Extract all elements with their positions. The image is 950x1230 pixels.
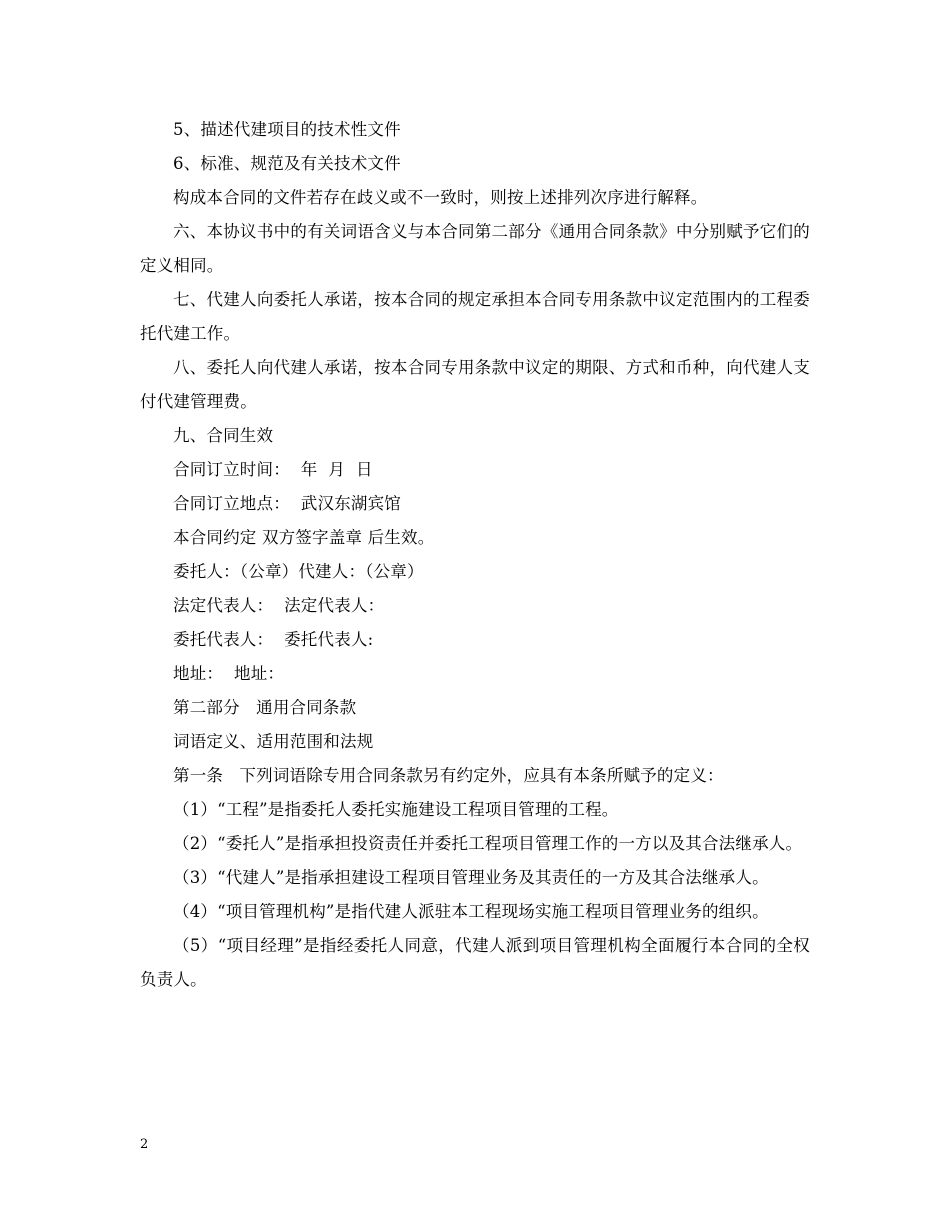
legal-representatives: 法定代表人： 法定代表人： — [173, 596, 385, 615]
signatory-parties: 委托人：（公章）代建人：（公章） — [173, 562, 424, 581]
page-number: 2 — [140, 1137, 149, 1152]
definition-4-management-organization: （4）“项目管理机构”是指代建人派驻本工程现场实施工程项目管理业务的组织。 — [173, 902, 769, 921]
paragraph-item-6: 6、标准、规范及有关技术文件 — [173, 154, 401, 173]
definition-1-project: （1）“工程”是指委托人委托实施建设工程项目管理的工程。 — [173, 800, 619, 819]
paragraph-clause-6: 六、本协议书中的有关词语含义与本合同第二部分《通用合同条款》中分别赋予它们的定义相同。 — [140, 222, 810, 275]
contract-effective-note: 本合同约定 双方签字盖章 后生效。 — [173, 528, 435, 547]
addresses: 地址： 地址： — [173, 664, 285, 683]
paragraph-clause-9-heading: 九、合同生效 — [173, 426, 274, 445]
part-two-heading: 第二部分 通用合同条款 — [173, 698, 357, 717]
article-1: 第一条 下列词语除专用合同条款另有约定外，应具有本条所赋予的定义： — [173, 766, 724, 785]
contract-signing-place: 合同订立地点： 武汉东湖宾馆 — [173, 494, 401, 513]
paragraph-clause-8: 八、委托人向代建人承诺，按本合同专用条款中议定的期限、方式和币种，向代建人支付代建管理费。 — [140, 358, 810, 411]
definition-3-agent: （3）“代建人”是指承担建设工程项目管理业务及其责任的一方及其合法继承人。 — [173, 868, 769, 887]
definition-2-principal: （2）“委托人”是指承担投资责任并委托工程项目管理工作的一方以及其合法继承人。 — [173, 834, 803, 853]
document-body — [140, 113, 810, 997]
contract-signing-date: 合同订立时间： 年 月 日 — [173, 460, 373, 479]
paragraph-item-5: 5、描述代建项目的技术性文件 — [173, 120, 401, 139]
authorized-representatives: 委托代表人： 委托代表人: — [173, 630, 374, 649]
definitions-section-heading: 词语定义、适用范围和法规 — [173, 732, 374, 751]
paragraph-clause-7: 七、代建人向委托人承诺，按本合同的规定承担本合同专用条款中议定范围内的工程委托代建工作。 — [140, 290, 810, 343]
definition-5-project-manager: （5）“项目经理”是指经委托人同意，代建人派到项目管理机构全面履行本合同的全权负责人。 — [140, 936, 810, 989]
paragraph-precedence-note: 构成本合同的文件若存在歧义或不一致时，则按上述排列次序进行解释。 — [173, 188, 708, 207]
